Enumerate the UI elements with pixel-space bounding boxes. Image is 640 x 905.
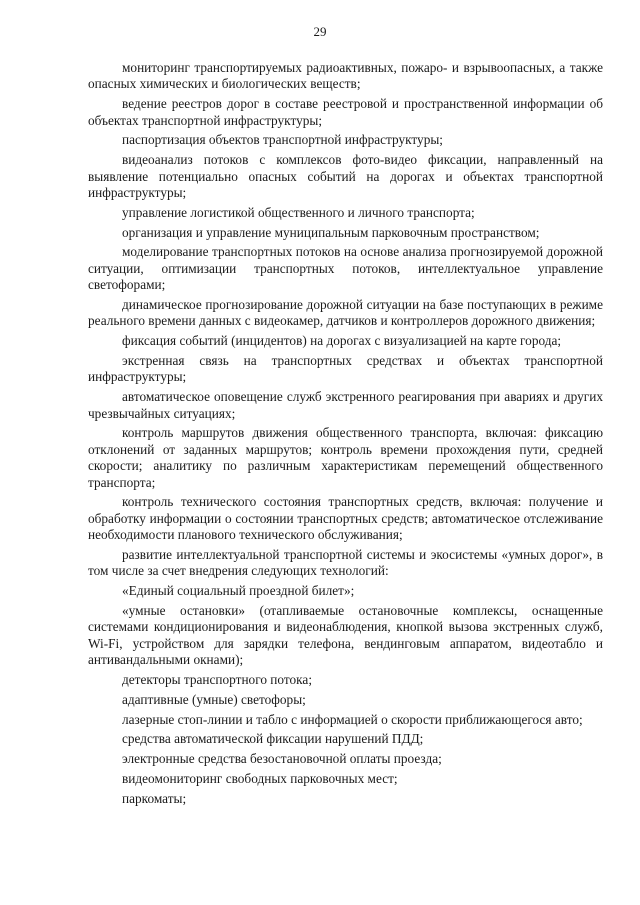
paragraph: видеомониторинг свободных парковочных мест; xyxy=(122,771,398,787)
paragraph: мониторинг транспортируемых радиоактивных, пожаро- и взрывоопасных, а также опасных химических и биологических веществ; xyxy=(88,60,603,92)
paragraph: детекторы транспортного потока; xyxy=(122,672,313,688)
paragraph: организация и управление муниципальным парковочным пространством; xyxy=(122,224,540,240)
paragraph: динамическое прогнозирование дорожной ситуации на базе поступающих в режиме реального времени данных с видеокамер, датчиков и контроллеров дорожного движения; xyxy=(88,297,603,329)
paragraph: «умные остановки» (отапливаемые остановочные комплексы, оснащенные системами кондиционирования и видеонаблюдения, кнопкой вызова экстренных служб, Wi-Fi, устройством для зарядки телефона, вендинговым аппаратом, видеотабло и антивандальными окнами); xyxy=(88,603,603,668)
paragraph: ведение реестров дорог в составе реестровой и пространственной информации об объектах транспортной инфраструктуры; xyxy=(88,96,603,128)
paragraph: средства автоматической фиксации нарушений ПДД; xyxy=(122,731,424,747)
paragraph: экстренная связь на транспортных средствах и объектах транспортной инфраструктуры; xyxy=(88,353,603,385)
paragraph: моделирование транспортных потоков на основе анализа прогнозируемой дорожной ситуации, оптимизации транспортных потоков, интеллектуальное управление светофорами; xyxy=(88,244,603,293)
paragraph: автоматическое оповещение служб экстренного реагирования при авариях и других чрезвычайных ситуациях; xyxy=(88,389,603,421)
paragraph: контроль маршрутов движения общественного транспорта, включая: фиксацию отклонений от заданных маршрутов; контроль времени прохождения пути, средней скорости; аналитику по различным характеристикам перемещений общественного транспорта; xyxy=(88,425,603,490)
paragraph: паркоматы; xyxy=(122,790,187,806)
page-body xyxy=(88,60,603,811)
paragraph: развитие интеллектуальной транспортной системы и экосистемы «умных дорог», в том числе за счет внедрения следующих технологий: xyxy=(88,547,603,579)
paragraph: паспортизация объектов транспортной инфраструктуры; xyxy=(122,132,443,148)
paragraph: контроль технического состояния транспортных средств, включая: получение и обработку информации о состоянии транспортных средств; автоматическое отслеживание необходимости планового технического обслуживания; xyxy=(88,494,603,543)
paragraph: управление логистикой общественного и личного транспорта; xyxy=(122,204,475,220)
paragraph: видеоанализ потоков с комплексов фото-видео фиксации, направленный на выявление потенциально опасных событий на дорогах и объектах транспортной инфраструктуры; xyxy=(88,152,603,201)
paragraph: электронные средства безостановочной оплаты проезда; xyxy=(122,751,442,767)
page-number: 29 xyxy=(313,24,327,39)
paragraph: лазерные стоп-линии и табло с информацией о скорости приближающегося авто; xyxy=(122,711,583,727)
paragraph: фиксация событий (инцидентов) на дорогах с визуализацией на карте города; xyxy=(122,333,562,349)
paragraph: адаптивные (умные) светофоры; xyxy=(122,691,306,707)
paragraph: «Единый социальный проездной билет»; xyxy=(122,583,355,599)
